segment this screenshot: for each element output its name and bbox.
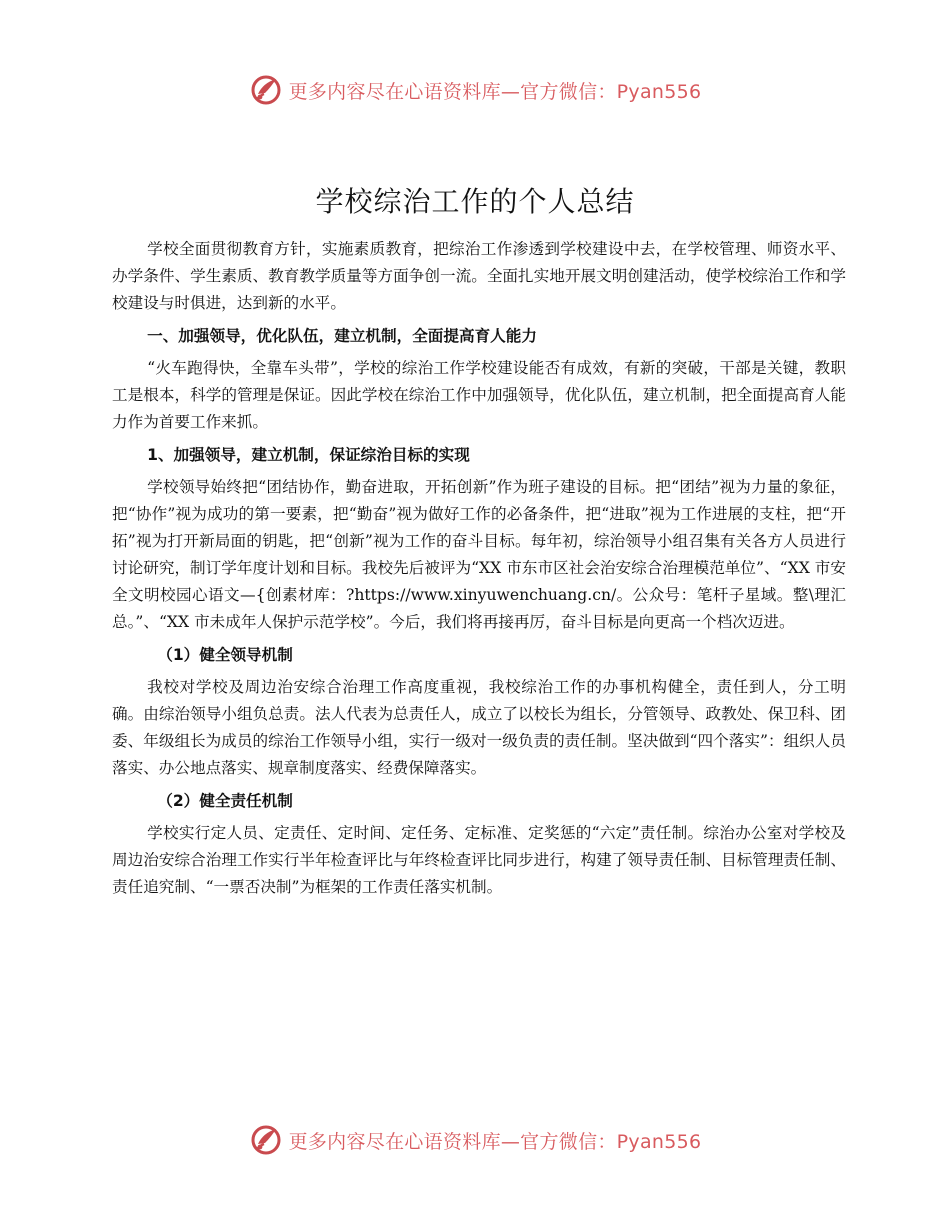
intro-paragraph: 学校全面贯彻教育方针，实施素质教育，把综治工作渗透到学校建设中去，在学校管理、师资水平、办学条件、学生素质、教育教学质量等方面争创一流。全面扎实地开展文明创建活动，使学校综治工作和学校建设与时俱进，达到新的水平。 [112,240,846,312]
subsection-1-heading: 1、加强领导，建立机制，保证综治目标的实现 [147,446,470,464]
banner-text: 更多内容尽在心语资料库—官方微信：Pyan556 [288,80,702,103]
document-title: 学校综治工作的个人总结 [315,185,635,218]
section-1-heading: 一、加强领导，优化队伍，建立机制，全面提高育人能力 [147,327,537,345]
document-body [112,236,846,903]
brush-logo-icon [249,73,283,107]
item-1-paragraph: 我校对学校及周边治安综合治理工作高度重视，我校综治工作的办事机构健全，责任到人，分工明确。由综治领导小组负总责。法人代表为总责任人，成立了以校长为组长，分管领导、政教处、保卫科、团委、年级组长为成员的综治工作领导小组，实行一级对一级负责的责任制。坚决做到“四个落实”：组织人员落实、办公地点落实、规章制度落实、经费保障落实。 [112,678,846,777]
banner-content [249,73,702,107]
item-2-heading: （2）健全责任机制 [157,792,293,810]
footer-watermark-banner [0,1118,950,1162]
section-1-paragraph: “火车跑得快，全靠车头带”，学校的综治工作学校建设能否有成效，有新的突破，干部是关键，教职工是根本，科学的管理是保证。因此学校在综治工作中加强领导，优化队伍，建立机制，把全面提高育人能力作为首要工作来抓。 [112,359,846,431]
subsection-1-paragraph: 学校领导始终把“团结协作，勤奋进取，开拓创新”作为班子建设的目标。把“团结”视为力量的象征，把“协作”视为成功的第一要素，把“勤奋”视为做好工作的必备条件，把“进取”视为工作进展的支柱，把“开拓”视为打开新局面的钥匙，把“创新”视为工作的奋斗目标。每年初，综治领导小组召集有关各方人员进行讨论研究，制订学年度计划和目标。我校先后被评为“XX 市东市区社会治安综合治理模范单位”、“XX 市安全文明校园心语文—{创素材库：?https://www.xinyuwenchuang.cn/。公众号：笔杆子星域。整\理汇总。”、“XX 市未成年人保护示范学校”。今后，我们将再接再厉，奋斗目标是向更高一个档次迈进。 [112,478,846,631]
header-watermark-banner [0,68,950,112]
banner-text: 更多内容尽在心语资料库—官方微信：Pyan556 [288,1130,702,1153]
item-2-paragraph: 学校实行定人员、定责任、定时间、定任务、定标准、定奖惩的“六定”责任制。综治办公室对学校及周边治安综合治理工作实行半年检查评比与年终检查评比同步进行，构建了领导责任制、目标管理责任制、责任追究制、“一票否决制”为框架的工作责任落实机制。 [112,824,846,896]
banner-content [249,1123,702,1157]
brush-logo-icon [249,1123,283,1157]
item-1-heading: （1）健全领导机制 [157,646,293,664]
